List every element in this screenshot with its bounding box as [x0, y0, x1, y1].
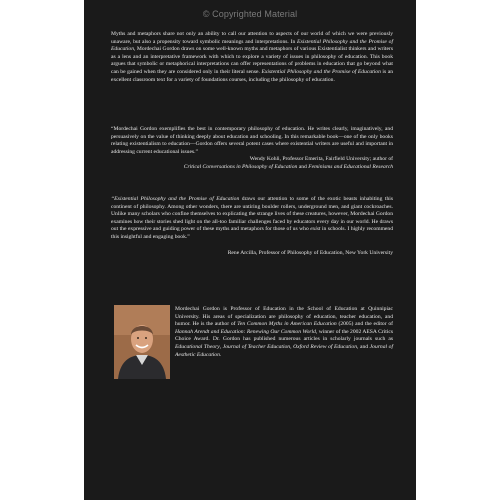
quote-attribution-books — [111, 164, 393, 172]
separator: , and — [357, 343, 370, 350]
review-quote-kohli — [111, 126, 393, 172]
book-title: “Existential Philosophy and the Promise of Education — [111, 196, 240, 202]
bio-text: Mordechai Gordon is Professor of Education in the School of Education at Quinnipiac University. His areas of specialization are philosophy of education, teacher education, and humor. He is the author of — [175, 306, 393, 328]
journal-name: Journal of Teacher Education — [222, 343, 291, 350]
quote-attribution: Rene Arcilla, Professor of Philosophy of Education, New York University — [227, 249, 393, 256]
reviewer-book: Feminisms and Educational Research — [308, 163, 393, 170]
journal-name: Educational Theory — [175, 343, 220, 350]
reviewer-book: Critical Conversations in Philosophy of Education — [183, 163, 298, 170]
separator: . — [219, 351, 222, 358]
author-photo — [114, 305, 170, 379]
bio-text: , winner of the 2002 AESA Critics Choice Award. Dr. Gordon has published numerous articles in scholarly journals such as — [175, 328, 393, 343]
quote-text: “Mordechai Gordon exemplifies the best in contemporary philosophy of education. He writes clearly, imaginatively, and persuasively on the value of thinking deeply about education and schooling. In this remarkable book—one of the only books relating existentialism to education—Gordon offers several potent cases where existential writers are useful and important in addressing current educational issues.” — [111, 126, 393, 155]
author-book: Hannah Arendt and Education: Renewing Our Common World — [175, 328, 316, 335]
blurb-text: Myths and metaphors share not only an ability to call our attention to aspects of our world of which we were previously unaware, but also a propensity toward symbolic meanings and interpretations. In — [111, 31, 393, 45]
review-quote-arcilla — [111, 196, 393, 257]
emphasis: exist — [310, 226, 321, 233]
separator: , — [219, 343, 223, 350]
book-title: Existential Philosophy and the Promise of Education — [261, 68, 381, 75]
reviewer-name: Wendy Kohli, Professor Emerita, Fairfield University; author of — [249, 156, 393, 163]
quote-body: draws our attention to some of the exotic beasts inhabiting this continent of philosophy. Among other wonders, there are untiring boulder rollers, underground men, and giant cockroaches. Unlike many scholars who confine themselves to explicating the strange lives of these creatures, however, Mordechai Gordon examines how their stories shed light on the all-too familiar challenges faced by educators every day in our world. He draws out the expressive and guiding power of these myths and metaphors for those of us who — [111, 196, 393, 233]
book-description — [111, 31, 393, 84]
book-back-cover — [84, 0, 416, 500]
quote-text — [111, 196, 393, 242]
journal-name: Oxford Review of Education — [293, 343, 358, 350]
separator: , — [290, 343, 294, 350]
quote-body: in schools. I highly recommend this insightful and engaging book.” — [111, 226, 393, 240]
blurb-text: , Mordechai Gordon draws on some well-known myths and metaphors of various Existentialist thinkers and writers as a lens and an interpretative framework with which to explore a variety of issues in philosophy of education. This book argues that symbolic or metaphorical interpretations can offer representations of problems in education that go beyond what can be gained when they are considered only in their literal sense. — [111, 46, 393, 75]
author-book: Ten Common Myths in American Education — [237, 321, 337, 328]
copyright-watermark: © Copyrighted Material — [202, 9, 298, 19]
conjunction: and — [297, 163, 309, 170]
author-bio — [175, 306, 393, 359]
journal-name: Journal of Aesthetic Education — [175, 343, 394, 358]
blurb-text: is an excellent classroom text for a variety of foundations courses, including the philosophy of education. — [111, 68, 393, 83]
quote-attribution — [111, 156, 393, 164]
author-photo-portrait — [114, 305, 170, 379]
book-title: Existential Philosophy and the Promise of Education — [111, 38, 393, 53]
bio-text: (2005) and the editor of — [336, 321, 393, 328]
